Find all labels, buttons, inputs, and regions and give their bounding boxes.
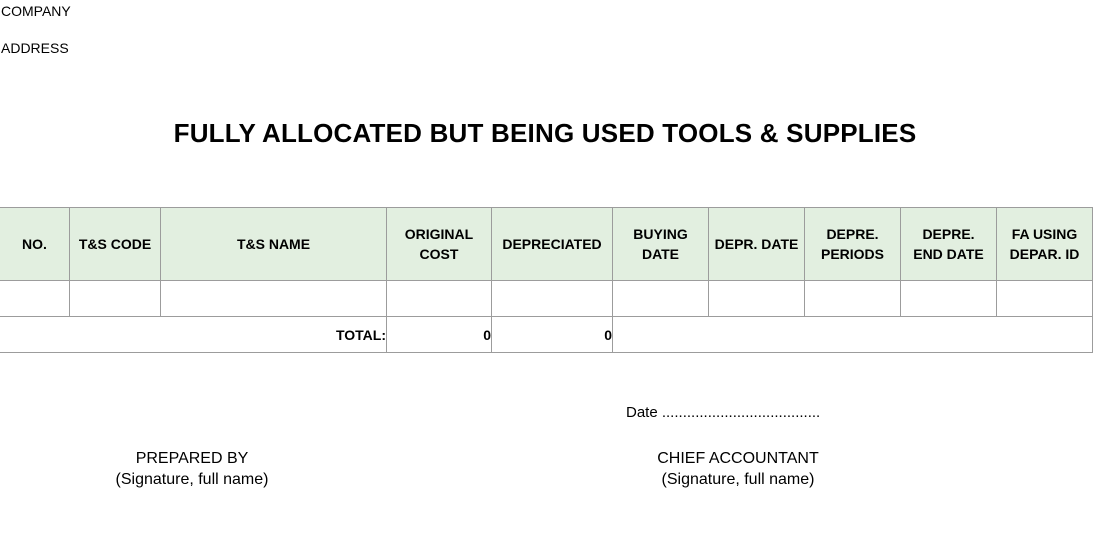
chief-accountant-block — [638, 448, 838, 490]
total-label: TOTAL: — [0, 317, 387, 353]
table-header-row — [0, 208, 1093, 281]
column-header-depreciated: DEPRECIATED — [492, 208, 613, 281]
column-header-ts-code: T&S CODE — [70, 208, 161, 281]
table-cell[interactable] — [613, 281, 709, 317]
table-cell[interactable] — [901, 281, 997, 317]
table-cell[interactable] — [161, 281, 387, 317]
prepared-by-label: PREPARED BY — [135, 450, 249, 467]
total-row — [0, 317, 1093, 353]
prepared-by-block — [92, 448, 292, 490]
column-header-depr-date: DEPR. DATE — [709, 208, 805, 281]
table-cell[interactable] — [0, 281, 70, 317]
chief-accountant-label: CHIEF ACCOUNTANT — [657, 450, 819, 467]
report-title: FULLY ALLOCATED BUT BEING USED TOOLS & SUPPLIES — [173, 118, 917, 148]
company-name: COMPANY — [1, 3, 71, 19]
table-cell[interactable] — [70, 281, 161, 317]
column-header-fa-using-depar-id: FA USING DEPAR. ID — [997, 208, 1093, 281]
column-header-ts-name: T&S NAME — [161, 208, 387, 281]
chief-accountant-note: (Signature, full name) — [661, 471, 815, 488]
date-line: Date ...................................... — [626, 404, 821, 421]
column-header-depre-end-date: DEPRE. END DATE — [901, 208, 997, 281]
total-row-empty-cell — [613, 317, 1093, 353]
table-cell[interactable] — [387, 281, 492, 317]
table-cell[interactable] — [709, 281, 805, 317]
tools-supplies-table — [0, 207, 1093, 353]
table-cell[interactable] — [805, 281, 901, 317]
table-cell[interactable] — [492, 281, 613, 317]
table-row — [0, 281, 1093, 317]
column-header-no: NO. — [0, 208, 70, 281]
column-header-original-cost: ORIGINAL COST — [387, 208, 492, 281]
column-header-buying-date: BUYING DATE — [613, 208, 709, 281]
total-depreciated: 0 — [492, 317, 613, 353]
column-header-depre-periods: DEPRE. PERIODS — [805, 208, 901, 281]
prepared-by-note: (Signature, full name) — [115, 471, 269, 488]
table-cell[interactable] — [997, 281, 1093, 317]
total-original-cost: 0 — [387, 317, 492, 353]
company-address: ADDRESS — [1, 40, 69, 56]
